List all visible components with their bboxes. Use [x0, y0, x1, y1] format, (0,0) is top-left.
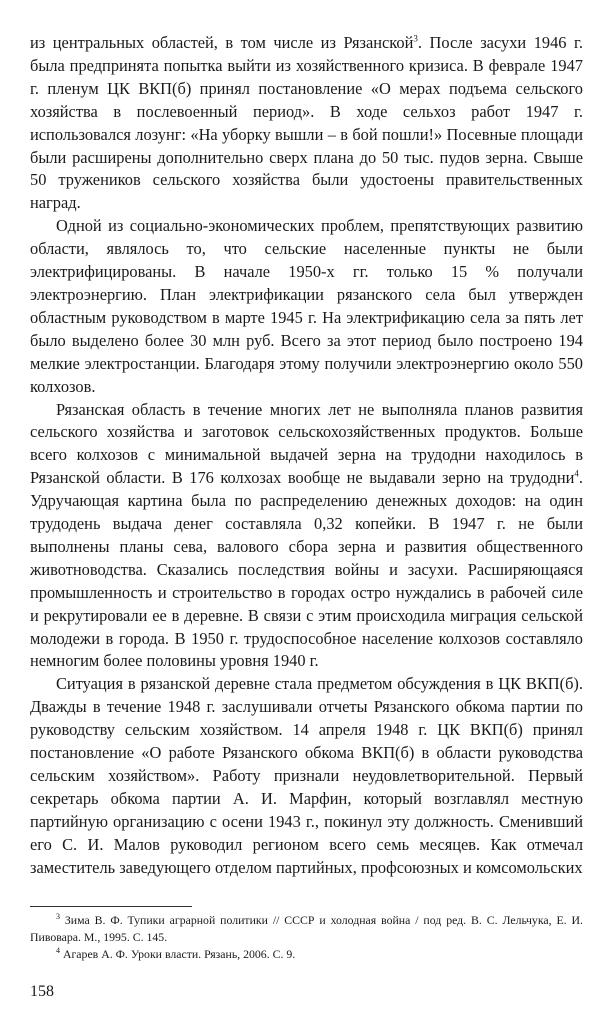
text-run: Ситуация в рязанской деревне стала предметом обсуждения в ЦК ВКП(б). Дважды в течение 1948 г. заслушивали отчеты Рязанского обкома партии по руководству сельским хозяйством. 14 апреля 1948 г. ЦК ВКП(б) принял постановление «О работе Рязанского обкома ВКП(б) в области руководства сельским хозяйством». Работу признали неудовлетворительной. Первый секретарь обкома партии А. И. Марфин, который возглавлял местную партийную организацию с осени 1943 г., покинул эту должность. Сменивший его С. И. Малов руководил регионом всего семь месяцев. Как отмечал заместитель заведующего отделом партийных, профсоюзных и комсомольских [30, 674, 583, 877]
paragraph-2 [30, 215, 583, 398]
footnotes [30, 912, 583, 963]
text-run: Рязанская область в течение многих лет не выполняла планов развития сельского хозяйства и заготовок сельскохозяйственных продуктов. Больше всего колхозов с минимальной выдачей зерна на трудодни находилось в Рязанской области. В 176 колхозах вообще не выдавали зерно на трудодни [30, 399, 583, 488]
text-run: . После засухи 1946 г. была предпринята попытка выйти из хозяйственного кризиса. В феврале 1947 г. пленум ЦК ВКП(б) принял постановление «О мерах подъема сельского хозяйства в послевоенный период». В ходе сельхоз работ 1947 г. использовался лозунг: «На уборку вышли – в бой пошли!» Посевные площади были расширены дополнительно сверх плана до 50 тыс. пудов зерна. Свыше 50 тружеников сельского хозяйства были удостоены правительственных наград. [30, 33, 583, 213]
text-run: . Удручающая картина была по распределению денежных доходов: на один трудодень выдача денег составляла 0,32 копейки. В 1947 г. не были выполнены планы сева, валового сбора зерна и развития общественного животноводства. Сказались последствия войны и засухи. Расширяющаяся промышленность и строительство в городах остро нуждались в рабочей силе и рекрутировали ее в деревне. В связи с этим происходила миграция сельской молодежи в города. В 1950 г. трудоспособное население колхозов составляло немногим более половины уровня 1940 г. [30, 468, 583, 671]
footnote-ref-3[interactable]: 3 [413, 33, 418, 44]
footnote-text: Агарев А. Ф. Уроки власти. Рязань, 2006. С. 9. [60, 947, 296, 961]
footnote-divider [30, 906, 192, 907]
footnote-mark: 4 [56, 946, 60, 956]
footnote-3 [30, 912, 583, 946]
paragraph-4 [30, 673, 583, 879]
main-text [30, 32, 583, 880]
footnote-mark: 3 [56, 912, 60, 922]
footnote-text: Зима В. Ф. Тупики аграрной политики // СССР и холодная война / под ред. В. С. Лельчука, Е. И. Пивовара. М., 1995. С. 145. [30, 913, 583, 944]
page-number: 158 [30, 983, 54, 1000]
text-run: Одной из социально-экономических проблем, препятствующих развитию области, являлось то, что сельские населенные пункты не были электрифицированы. В начале 1950-х гг. только 15 % получали электроэнергию. План электрификации рязанского села был утвержден областным руководством в марте 1945 г. На электрификацию села за пять лет было выделено более 30 млн руб. Всего за этот период было построено 194 мелкие электростанции. Благодаря этому получили электроэнергию около 550 колхозов. [30, 216, 583, 396]
paragraph-3 [30, 399, 583, 674]
paragraph-1 [30, 32, 583, 215]
text-run: из центральных областей, в том числе из Рязанской [30, 33, 414, 52]
footnote-4 [30, 946, 583, 963]
footnote-ref-4[interactable]: 4 [574, 468, 579, 479]
